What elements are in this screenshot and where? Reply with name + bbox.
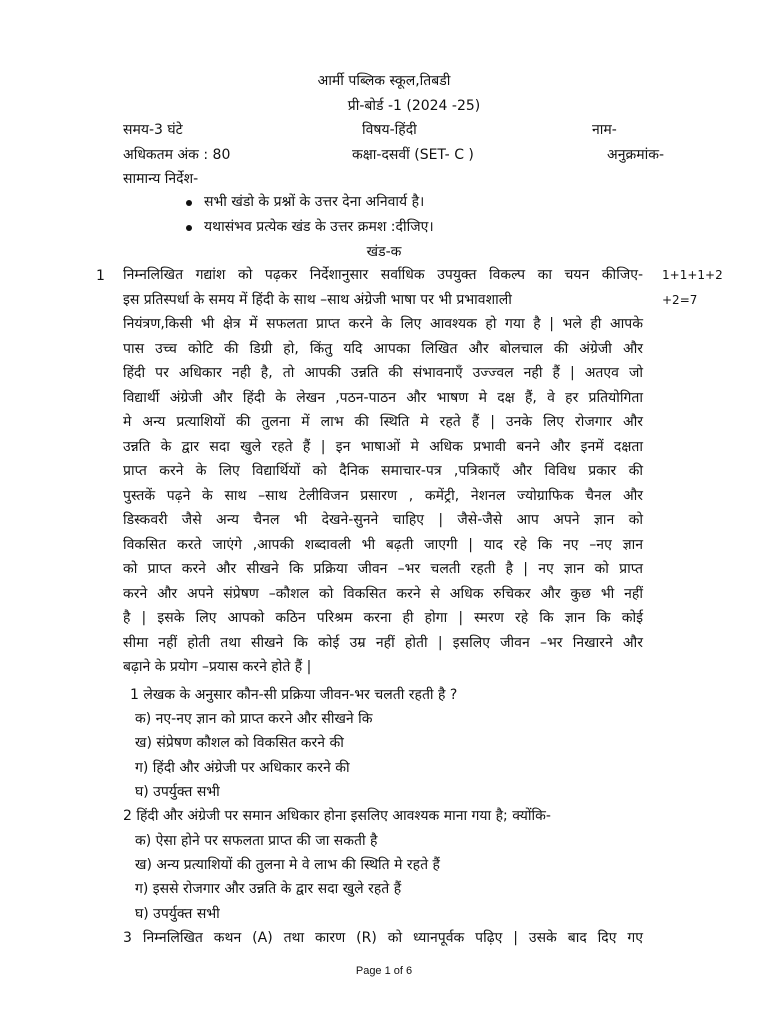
passage-line: करने और अपने संप्रेषण –कौशल को विकसित करने से अधिक रुचिकर और कुछ भी नहीं	[123, 585, 643, 602]
option: ग) हिंदी और अंग्रेजी पर अधिकार करने की	[135, 760, 350, 776]
subject-label: विषय-हिंदी	[362, 122, 417, 138]
section-title: खंड-क	[366, 244, 402, 260]
option: ख) अन्य प्रत्याशियों की तुलना मे वे लाभ की स्थिति मे रहते हैं	[135, 857, 440, 873]
passage-line: हिंदी पर अधिकार नही है, तो आपकी उन्नति की संभावनाएँ उज्ज्वल नही हैं | अतएव जो	[123, 365, 643, 381]
passage-line: पुस्तकें पढ़ने के साथ –साथ टेलीविजन प्रसारण , कमेंट्री, नेशनल ज्योग्राफिक चैनल और	[123, 487, 643, 504]
option: ख) संप्रेषण कौशल को विकसित करने की	[135, 735, 344, 751]
bullet-icon	[186, 200, 192, 206]
roll-number-label: अनुक्रमांक-	[607, 147, 665, 163]
passage-line: पास उच्च कोटि की डिग्री हो, किंतु यदि आपका लिखित और बोलचाल की अंग्रेजी और	[123, 340, 643, 357]
question-3	[123, 926, 643, 951]
option: घ) उपर्युक्त सभी	[135, 906, 220, 922]
question-passage	[123, 263, 643, 680]
class-label: कक्षा-दसवीं (SET- C )	[352, 147, 474, 163]
bullet-icon	[186, 225, 192, 231]
school-name: आर्मी पब्लिक स्कूल,तिबडी	[317, 73, 451, 89]
passage-line: डिस्कवरी जैसे अन्य चैनल भी देखने-सुनने चाहिए | जैसे-जैसे आप अपने ज्ञान को	[123, 512, 643, 528]
option: ग) इससे रोजगार और उन्नति के द्वार सदा खुले रहते हैं	[135, 881, 402, 897]
passage-line: विकसित करते जाएंगे ,आपकी शब्दावली भी बढ़ती जाएगी | याद रहे कि नए –नए ज्ञान	[123, 536, 643, 553]
instruction-item: सभी खंडो के प्रश्नों के उत्तर देना अनिवार्य है।	[204, 194, 425, 210]
option: घ) उपर्युक्त सभी	[135, 784, 220, 800]
passage-line: मे अन्य प्रत्याशियों की तुलना में लाभ की स्थिति मे रहते हैं | उनके लिए रोजगार और	[123, 414, 643, 430]
passage-line: इस प्रतिस्पर्धा के समय में हिंदी के साथ –साथ अंग्रेजी भाषा पर भी प्रभावशाली	[123, 291, 512, 308]
passage-line: को प्राप्त करने और सीखने कि प्रक्रिया जीवन –भर चलती रहती है | नए ज्ञान को प्राप्त	[123, 561, 643, 577]
passage-line: उन्नति के द्वार सदा खुले रहते हैं | इन भाषाओं मे अधिक प्रभावी बनने और इनमें दक्षता	[123, 438, 643, 455]
passage-line: सीमा नहीं होती तथा सीखने कि कोई उम्र नहीं होती | इसलिए जीवन –भर निखारने और	[123, 634, 643, 651]
max-marks-label: अधिकतम अंक : 80	[123, 147, 231, 163]
option: क) ऐसा होने पर सफलता प्राप्त की जा सकती है	[135, 833, 378, 849]
instruction-item: यथासंभव प्रत्येक खंड के उत्तर क्रमश :दीजिए।	[204, 219, 434, 235]
marks-distribution: 1+1+1+2	[662, 268, 723, 282]
subquestion: 1 लेखक के अनुसार कौन-सी प्रक्रिया जीवन-भर चलती रहती है ?	[130, 687, 458, 703]
marks-total: +2=7	[662, 293, 698, 307]
question-3-text: 3 निम्नलिखित कथन (A) तथा कारण (R) को ध्यानपूर्वक पढ़िए | उसके बाद दिए गए	[123, 930, 643, 946]
instructions-heading: सामान्य निर्देश-	[123, 171, 199, 187]
passage-line: बढ़ाने के प्रयोग –प्रयास करने होते हैं |	[123, 659, 312, 675]
passage-line: है | इसके लिए आपको कठिन परिश्रम करना ही होगा | स्मरण रहे कि ज्ञान कि कोई	[123, 610, 643, 626]
passage-line: नियंत्रण,किसी भी क्षेत्र में सफलता प्राप्त करने के लिए आवश्यक हो गया है | भले ही आपके	[123, 316, 643, 332]
option: क) नए-नए ज्ञान को प्राप्त करने और सीखने कि	[135, 711, 373, 727]
exam-title: प्री-बोर्ड -1 (2024 -25)	[347, 98, 481, 114]
name-label: नाम-	[592, 122, 617, 138]
time-label: समय-3 घंटे	[123, 122, 183, 138]
passage-line: प्राप्त करने के लिए विद्यार्थियों को दैनिक समाचार-पत्र ,पत्रिकाएँ और विविध प्रकार की	[123, 463, 643, 479]
page-number: Page 1 of 6	[355, 965, 413, 977]
question-instruction: निम्नलिखित गद्यांश को पढ़कर निर्देशानुसार सर्वाधिक उपयुक्त विकल्प का चयन कीजिए-	[123, 267, 643, 283]
passage-line: विद्यार्थी अंग्रेजी और हिंदी के लेखन ,पठन-पाठन और भाषण मे दक्ष हैं, वे हर प्रतियोगिता	[123, 389, 643, 406]
subquestion: 2 हिंदी और अंग्रेजी पर समान अधिकार होना इसलिए आवश्यक माना गया है; क्योंकि-	[123, 808, 551, 824]
question-number: 1	[96, 268, 105, 284]
